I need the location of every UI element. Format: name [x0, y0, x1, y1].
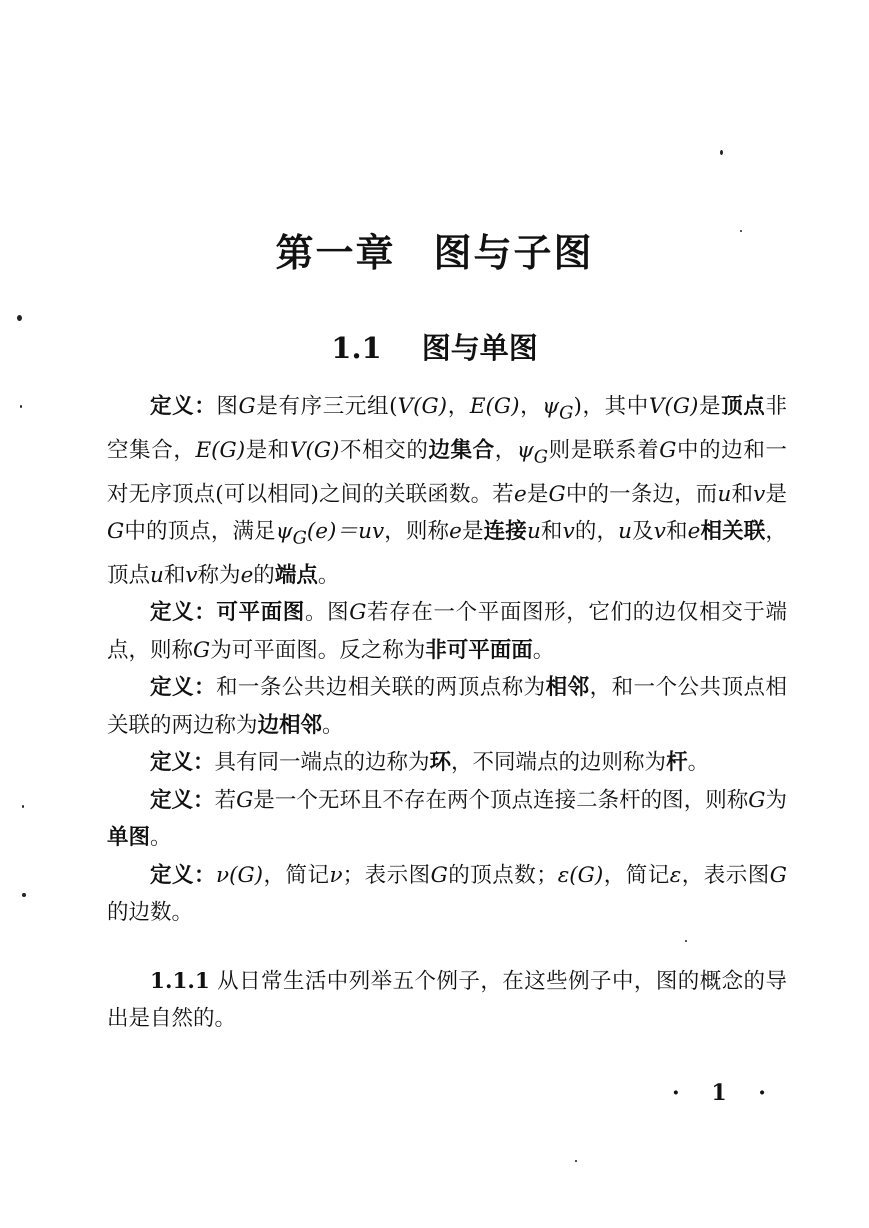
keyword: 边集合 [428, 437, 495, 463]
text-run: 是 [698, 394, 722, 419]
math-symbol: u [526, 519, 541, 545]
keyword: 顶点 [721, 394, 766, 419]
math-symbol: ψ [516, 437, 534, 463]
math-symbol: G [659, 437, 677, 463]
definition-simple-graph [107, 782, 787, 857]
keyword: 边相邻 [257, 712, 323, 738]
text-run: ，简记 [603, 862, 670, 888]
text-run: 是有序三元组( [255, 394, 398, 419]
text-run: 。 [532, 637, 555, 663]
math-symbol: ν [329, 862, 343, 888]
text-run: 。 [322, 712, 344, 738]
math-symbol: G [769, 862, 787, 888]
keyword: 相邻 [545, 675, 590, 701]
section-title [0, 326, 869, 367]
math-symbol: E(G) [469, 394, 520, 419]
definition-graph [107, 388, 787, 594]
math-symbol: G [748, 787, 766, 813]
keyword: 杆 [666, 750, 688, 776]
math-symbol: G [548, 481, 566, 507]
definition-lead: 定义： [150, 862, 216, 888]
text-run: 从日常生活中列举五个例子，在这些例子中，图的概念的导出是自然的。 [107, 968, 787, 1032]
text-run: 。 [687, 750, 710, 776]
math-symbol: ν(G) [216, 862, 264, 888]
text-run: ， [519, 394, 543, 419]
keyword: 相关联 [700, 519, 766, 545]
text-run: 及 [631, 519, 654, 545]
math-symbol: ψ [542, 394, 560, 419]
math-symbol: v [753, 481, 766, 507]
text-run: ，表示图 [681, 862, 770, 888]
text-run: 若存在一个平面图形，它们的边仅相交于端点，则称 [107, 600, 787, 663]
math-subscript: G [533, 446, 549, 468]
math-symbol: G [238, 394, 256, 419]
keyword: 连接 [483, 519, 527, 545]
math-symbol: e [687, 519, 701, 545]
text-run: 图 [216, 394, 239, 419]
scan-speck [17, 315, 22, 321]
definition-lead: 定义： [150, 787, 215, 813]
text-run: 是 [765, 481, 787, 507]
definition-lead: 定义： [150, 600, 217, 626]
math-symbol: V(G) [397, 394, 448, 419]
scan-speck [575, 1160, 577, 1162]
math-symbol: G [107, 519, 125, 545]
text-run: 和 [731, 481, 754, 507]
definition-counts [107, 857, 787, 932]
text-run: 的边数。 [107, 900, 194, 926]
math-symbol: G [430, 862, 448, 888]
scan-speck [740, 230, 742, 232]
definition-lead: 定义： [150, 394, 217, 419]
math-symbol: ε(G) [557, 862, 604, 888]
definition-planar-graph [107, 594, 787, 669]
text-run: 的， [574, 519, 619, 545]
text-run: 。 [150, 825, 172, 851]
definition-lead: 定义： [150, 675, 216, 701]
text-run: ， [494, 437, 517, 463]
section-number: 1.1 [331, 331, 382, 365]
text-run: ，顶点 [107, 519, 787, 588]
text-run: 则是联系着 [548, 437, 660, 463]
text-run: 为可平面图。反之称为 [210, 637, 426, 663]
text-run: ， [447, 394, 470, 419]
text-run: 和 [163, 562, 186, 588]
chapter-title [0, 222, 869, 277]
text-run: ，简记 [263, 862, 330, 888]
scan-speck [22, 805, 24, 808]
math-symbol: v [562, 519, 575, 545]
text-run: ，不同端点的边则称为 [451, 750, 667, 776]
keyword: 非可平面面 [425, 637, 533, 663]
chapter-name: 图与子图 [433, 230, 594, 275]
scan-speck [22, 893, 26, 897]
definition-loop-link [107, 744, 787, 782]
text-run: 中的一条边，而 [565, 481, 718, 507]
math-symbol: ε [669, 862, 682, 888]
math-symbol: ψ [275, 519, 293, 545]
text-run: 不相交的 [339, 437, 429, 463]
text-run: 的 [253, 562, 275, 588]
text-run: 。 [317, 562, 340, 588]
text-run: 若 [214, 787, 237, 813]
text-run: 和一条公共边相关联的两顶点称为 [215, 675, 546, 701]
math-symbol: e [513, 481, 527, 507]
text-run: 非空集合， [107, 394, 787, 463]
text-run: ；表示图 [342, 862, 431, 888]
keyword: 端点 [274, 562, 318, 588]
text-run: 是 [526, 481, 549, 507]
scan-speck [20, 405, 22, 408]
text-run: )，其中 [573, 394, 649, 419]
chapter-label: 第一章 [275, 230, 396, 275]
exercise-number: 1.1.1 [150, 968, 210, 994]
math-symbol: G [193, 637, 211, 663]
math-symbol: u [717, 481, 732, 507]
math-symbol: G [349, 600, 367, 626]
keyword: 可平面图 [216, 600, 305, 626]
scan-speck [685, 940, 687, 942]
math-symbol: u [150, 562, 164, 588]
text-run: 的顶点数； [447, 862, 558, 888]
definition-adjacent [107, 669, 787, 744]
text-run: 和 [665, 519, 688, 545]
math-symbol: V(G) [289, 437, 340, 463]
math-symbol: e [449, 519, 462, 545]
math-symbol: e [240, 562, 254, 588]
math-symbol: V(G) [648, 394, 699, 419]
text-run: 中的边和一对无序顶点(可以相同)之间的关联函数。若 [107, 437, 787, 507]
text-run: 中的顶点，满足 [124, 519, 276, 545]
keyword: 环 [429, 750, 452, 776]
text-run: 为 [765, 787, 787, 813]
page-number: · 1 · [672, 1080, 778, 1106]
math-symbol: E(G) [195, 437, 246, 463]
math-symbol: G [236, 787, 254, 813]
math-symbol: v [653, 519, 666, 545]
text-run: 和 [540, 519, 563, 545]
math-symbol: u [618, 519, 632, 545]
text-run: 具有同一端点的边称为 [214, 750, 430, 776]
math-symbol: v [185, 562, 198, 588]
definition-lead: 定义： [150, 750, 215, 776]
scan-speck [720, 150, 723, 155]
text-run: 是一个无环且不存在两个顶点连接二条杆的图，则称 [253, 787, 749, 813]
text-run: ，和一个公共顶点相关联的两边称为 [107, 675, 787, 738]
math-subscript: G [292, 527, 307, 549]
text-run: 。图 [304, 600, 350, 626]
text-run: 称为 [197, 562, 241, 588]
section-name: 图与单图 [421, 331, 538, 365]
text-run: 是和 [245, 437, 290, 463]
exercise-1-1-1 [107, 963, 787, 1038]
text-run: 是 [461, 519, 484, 545]
math-subscript: G [559, 402, 574, 424]
math-expression: (e)＝uv [306, 519, 385, 545]
text-run: ，则称 [384, 519, 450, 545]
keyword: 单图 [107, 825, 151, 851]
